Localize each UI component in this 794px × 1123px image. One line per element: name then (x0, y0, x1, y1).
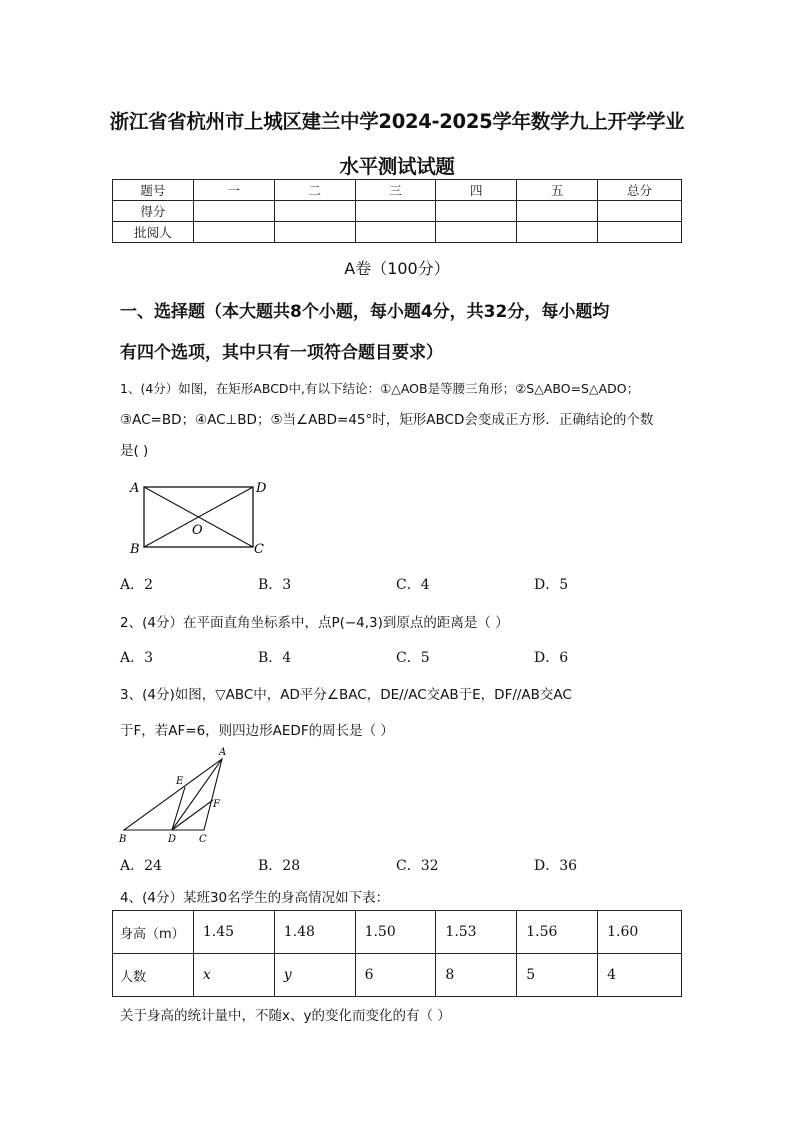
score-cell[interactable] (517, 201, 598, 222)
triangle-abc (124, 759, 222, 830)
q3-line2: 于F，若AF=6，则四边形AEDF的周长是（ ） (120, 723, 394, 739)
count-cell: 4 (598, 954, 682, 997)
score-row-label: 批阅人 (113, 222, 194, 243)
score-row-label: 得分 (113, 201, 194, 222)
count-cell: 5 (517, 954, 598, 997)
q4-intro: 4、(4分）某班30名学生的身高情况如下表： (120, 890, 390, 906)
bisector-ad (172, 759, 222, 830)
label-c: C (199, 834, 207, 845)
label-c: C (254, 542, 264, 557)
triangle-figure (112, 744, 242, 848)
score-cell[interactable] (193, 222, 274, 243)
q2-option-d[interactable]: D．6 (534, 650, 569, 666)
q2-text: 2、(4分）在平面直角坐标系中，点P(−4,3)到原点的距离是（ ） (120, 615, 509, 631)
q1-line2: ③AC=BD；④AC⊥BD；⑤当∠ABD=45°时，矩形ABCD会变成正方形．正确结论的个数 (120, 412, 654, 428)
score-cell[interactable] (598, 201, 682, 222)
height-row-label: 身高（m） (113, 911, 194, 954)
q1-line1: 1、(4分）如图，在矩形ABCD中,有以下结论：①△AOB是等腰三角形；②S△ABO=S△ADO； (120, 381, 640, 396)
score-row (113, 201, 682, 222)
q1-option-b[interactable]: B．3 (258, 577, 292, 593)
score-header-row (113, 180, 682, 201)
score-header-cell: 一 (193, 180, 274, 201)
q2-option-c[interactable]: C．5 (396, 650, 430, 666)
q4-question: 关于身高的统计量中，不随x、y的变化而变化的有（ ） (120, 1008, 451, 1024)
count-cell: 6 (355, 954, 436, 997)
count-cell-y: y (274, 954, 355, 997)
q1-option-d[interactable]: D．5 (534, 577, 569, 593)
score-cell[interactable] (274, 222, 355, 243)
label-b: B (130, 542, 140, 557)
q3-line1: 3、(4分)如图，▽ABC中，AD平分∠BAC，DE//AC交AB于E，DF//AB交AC (120, 687, 572, 703)
score-cell[interactable] (517, 222, 598, 243)
height-cell: 1.50 (355, 911, 436, 954)
label-o: O (192, 523, 203, 538)
q2-option-a[interactable]: A．3 (120, 650, 154, 666)
q1-option-a[interactable]: A．2 (120, 577, 154, 593)
q3-option-c[interactable]: C．32 (396, 858, 439, 874)
score-cell[interactable] (598, 222, 682, 243)
score-cell[interactable] (355, 222, 436, 243)
height-row (113, 911, 682, 954)
label-b: B (119, 834, 127, 845)
count-cell-x: x (193, 954, 274, 997)
doc-title-line2: 水平测试试题 (339, 155, 455, 178)
height-cell: 1.53 (436, 911, 517, 954)
q1-line3: 是( ) (120, 443, 149, 459)
grader-row (113, 222, 682, 243)
label-a: A (219, 747, 227, 758)
section1-line2: 有四个选项，其中只有一项符合题目要求） (120, 343, 443, 363)
rectangle-figure (124, 474, 284, 560)
score-header-cell: 总分 (598, 180, 682, 201)
doc-title-line1: 浙江省省杭州市上城区建兰中学2024-2025学年数学九上开学学业 (109, 110, 685, 133)
score-cell[interactable] (193, 201, 274, 222)
count-row (113, 954, 682, 997)
score-cell[interactable] (355, 201, 436, 222)
score-header-cell: 二 (274, 180, 355, 201)
label-d: D (256, 481, 267, 496)
score-header-cell: 四 (436, 180, 517, 201)
count-cell: 8 (436, 954, 517, 997)
score-header-cell: 题号 (113, 180, 194, 201)
q3-option-a[interactable]: A．24 (120, 858, 162, 874)
label-a: A (130, 481, 140, 496)
score-cell[interactable] (436, 222, 517, 243)
label-f: F (213, 799, 220, 810)
label-d: D (168, 834, 177, 845)
height-cell: 1.45 (193, 911, 274, 954)
volume-heading: A卷（100分） (344, 259, 450, 278)
height-cell: 1.56 (517, 911, 598, 954)
q2-option-b[interactable]: B．4 (258, 650, 292, 666)
segment-df (172, 800, 213, 830)
section1-line1: 一、选择题（本大题共8个小题，每小题4分，共32分，每小题均 (120, 302, 610, 322)
height-cell: 1.48 (274, 911, 355, 954)
count-row-label: 人数 (113, 954, 194, 997)
score-header-cell: 五 (517, 180, 598, 201)
height-table (112, 910, 682, 997)
q3-option-d[interactable]: D．36 (534, 858, 578, 874)
score-cell[interactable] (274, 201, 355, 222)
q3-option-b[interactable]: B．28 (258, 858, 301, 874)
q1-option-c[interactable]: C．4 (396, 577, 430, 593)
label-e: E (176, 776, 184, 787)
score-header-cell: 三 (355, 180, 436, 201)
height-cell: 1.60 (598, 911, 682, 954)
score-cell[interactable] (436, 201, 517, 222)
score-table (112, 179, 682, 243)
